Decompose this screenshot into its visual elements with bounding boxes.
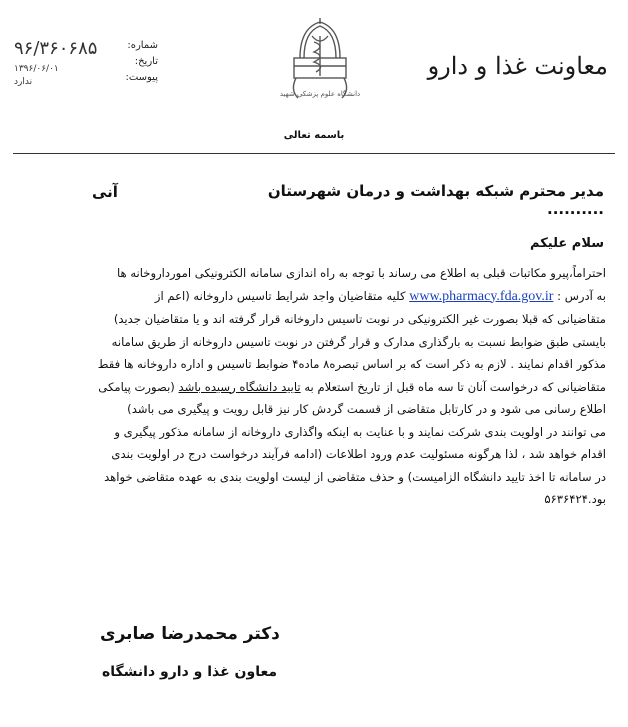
body-line: متقاضیانی که قبلا بصورت غیر الکترونیکی در نوبت تاسیس داروخانه قرار گرفته اند و یا متقاضیان جدید) [113,312,606,326]
urgency-label: آنی [92,183,118,201]
university-logo [279,16,361,106]
meta-values [14,38,112,88]
address-prefix: به آدرس : [557,288,606,303]
invocation-heading: باسمه تعالی [283,130,345,141]
letter-attachment: ندارد [14,77,33,87]
approval-underlined: تایید دانشگاه رسیده باشد [178,379,301,394]
address-suffix: کلیه متقاضیان واجد شرایط تاسیس داروخانه (اعم از [154,288,406,303]
pharmacy-portal-link[interactable]: www.pharmacy.fda.gov.ir [409,288,554,304]
meta-labels [116,38,158,86]
letter-body [22,262,606,511]
body-line: اطلاع رسانی می شود و در کارتابل متقاضی از قسمت گردش کار نیز قابل رویت و پیگیری می باشد) [127,402,606,416]
attachment-label: پیوست: [125,72,158,83]
office-title: معاونت غذا و دارو [427,52,608,80]
date-label: تاریخ: [134,56,158,67]
seal-text: دانشگاه علوم پزشکی شهید [279,90,361,98]
approval-prefix: متقاضیانی که درخواست آنان تا سه ماه قبل از تاریخ استعلام به [304,379,606,394]
body-line [22,285,606,309]
body-line: احتراماً،پیرو مکاتبات قبلی به اطلاع می رساند با توجه به راه اندازی سامانه الکترونیکی اموردارو‌خانه ها [117,266,606,280]
body-line [22,376,606,399]
body-line: اقدام خواهد شد ، لذا هرگونه مسئولیت عدم ورود اطلاعات (ادامه فرآیند درخواست درج در اولویت بندی [111,447,606,461]
body-line: بایستی طبق ضوابط نسبت به بارگذاری مدارک و قرار گرفتن در نوبت تاسیس داروخانه از طریق سامانه [111,334,606,349]
greeting: سلام علیکم [530,236,604,251]
header-divider [13,153,615,154]
body-line: در سامانه تا اخذ تایید دانشگاه الزامیست) و حذف متقاضی از لیست اولویت بندی به عهده متقاضی خواهد [104,469,606,484]
body-line: بود.۵۶۳۶۴۲۴ [544,492,606,506]
recipient-line: مدیر محترم شبکه بهداشت و درمان شهرستان .......... [267,182,604,218]
approval-suffix: (بصورت پیامکی [98,379,175,394]
letter-number: ۹۶/۳۶۰۶۸۵ [14,38,98,59]
letter-date: ۱۳۹۶/۰۶/۰۱ [14,64,59,74]
number-label: شماره: [127,40,158,51]
signatory-name: دکتر محمدرضا صابری [100,624,280,644]
body-line: می توانند در اولویت بندی شرکت نمایند و با عنایت به اینکه واگذاری داروخانه از سامانه مذکور پیگیری و [114,424,606,439]
signatory-title: معاون غذا و دارو دانشگاه [102,664,278,680]
body-line: مذکور اقدام نمایند . لازم به ذکر است که بر اساس تبصره۸ ماده۴ ضوابط تاسیس و اداره داروخانه ها فقط [97,357,606,371]
